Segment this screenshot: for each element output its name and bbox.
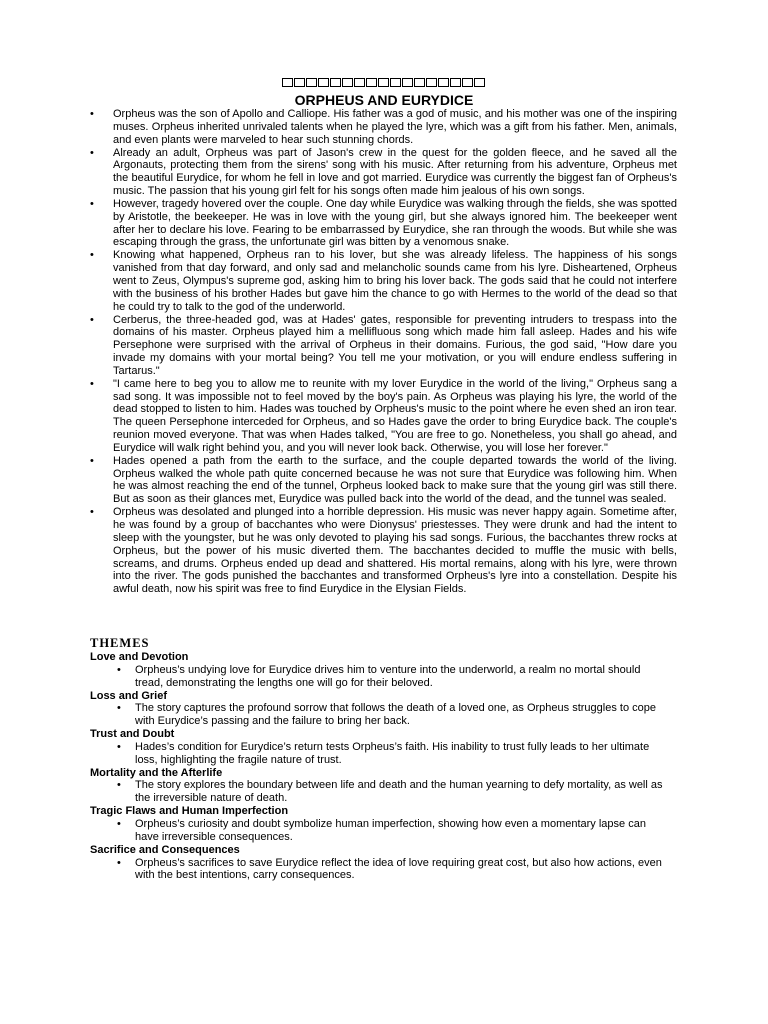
story-paragraph-text: However, tragedy hovered over the couple. One day while Eurydice was walking through the fields, she was spotted by Aristotle, the beekeeper. He was in love with the young girl, but she always ignored him. The beekeeper went after her to declare his love. Fearing to be embarrassed by Eurydice, she ran through the woods. But while she was escaping through the grass, the unfortunate girl was bitten by a venomous snake.: [113, 197, 677, 249]
missing-glyph-box: [474, 78, 485, 87]
story-paragraph: [90, 378, 677, 455]
missing-glyph-box: [402, 78, 413, 87]
missing-glyph-box: [294, 78, 305, 87]
missing-glyph-heading: [282, 78, 492, 90]
story-paragraph: [90, 455, 677, 506]
story-paragraph: [90, 147, 677, 198]
theme-description-text: Orpheus’s curiosity and doubt symbolize human imperfection, showing how even a momentary lapse can have irreversible consequences.: [135, 817, 646, 843]
missing-glyph-box: [366, 78, 377, 87]
theme-title: Trust and Doubt: [90, 728, 175, 741]
bullet-icon: •: [90, 197, 94, 210]
bullet-icon: •: [90, 454, 94, 467]
document-title: ORPHEUS AND EURYDICE: [294, 92, 474, 108]
story-paragraph-text: Orpheus was desolated and plunged into a horrible depression. His music was never happy again. Sometime after, he was found by a group of bacchantes who were Dionysus' priestesses. They were drunk and had the intent to sleep with the youngster, but he was only devoted to playing his sad songs. Furious, the bacchantes threw rocks at Orpheus, but the power of his music diverted them. The bacchantes decided to muffle the music with bells, screams, and drums. Orpheus ended up dead and shattered. His mortal remains, along with his lyre, were thrown into the river. The gods punished the bacchantes and transformed Orpheus's lyre into a constellation. Despite his awful death, now his spirit was free to find Eurydice in the Elysian Fields.: [113, 506, 677, 596]
story-paragraph: [90, 249, 677, 313]
theme-title: Sacrifice and Consequences: [90, 843, 240, 856]
theme-title: Loss and Grief: [90, 689, 168, 702]
missing-glyph-box: [318, 78, 329, 87]
theme-description: [90, 741, 665, 767]
story-paragraph-text: Orpheus was the son of Apollo and Calliope. His father was a god of music, and his mother was one of the inspiring muses. Orpheus inherited unrivaled talents when he played the lyre, which was a gift from his father. Men, animals, and even plants were marveled to hear such stunning chords.: [113, 108, 677, 146]
story-paragraph-text: Cerberus, the three-headed god, was at Hades' gates, responsible for preventing intruders to trespass into the domains of his master. Orpheus played him a mellifluous song which made him fall asleep. Hades and his wife Persephone were surprised with the arrival of Orpheus in their domains. Furious, the god said, "How dare you invade my domains with your mortal being? You tell me your motivation, or you will endure endless suffering in Tartarus.": [113, 313, 677, 377]
theme-title: Love and Devotion: [90, 651, 189, 663]
theme-description: [90, 702, 665, 728]
theme-title: Tragic Flaws and Human Imperfection: [90, 805, 289, 818]
missing-glyph-box: [414, 78, 425, 87]
missing-glyph-box: [354, 78, 365, 87]
bullet-icon: •: [90, 506, 94, 519]
themes-list: [90, 651, 680, 882]
bullet-icon: •: [90, 249, 94, 262]
theme-description-text: Orpheus’s undying love for Eurydice drives him to venture into the underworld, a realm no mortal should tread, demonstrating the lengths one will go for their beloved.: [135, 663, 641, 689]
story-paragraph-text: Hades opened a path from the earth to the surface, and the couple departed towards the world of the living. Orpheus walked the whole path quite concerned because he was not sure that Eurydice was following him. When he was almost reaching the end of the tunnel, Orpheus looked back to make sure that the young girl was still there. But as soon as their glances met, Eurydice was pulled back into the world of the dead, and the tunnel was sealed.: [113, 454, 677, 506]
bullet-icon: •: [90, 313, 94, 326]
missing-glyph-box: [450, 78, 461, 87]
missing-glyph-box: [426, 78, 437, 87]
story-paragraph-text: "I came here to beg you to allow me to reunite with my lover Eurydice in the world of the living," Orpheus sang a sad song. It was impossible not to feel moved by the boy's pain. As Orpheus was playing his lyre, the world of the dead stopped to listen to him. Hades was touched by Orpheus's music to the point where he even shed an iron tear. The queen Persephone interceded for Orpheus, and so Hades gave the order to bring Eurydice back. The couple's reunion moved everyone. That was when Hades talked, "You are free to go. Nonetheless, you shall go ahead, and Eurydice will walk right behind you, and you will never look back. Otherwise, you will lose her forever.": [113, 377, 677, 454]
theme-description: [90, 857, 665, 883]
theme-description-text: The story explores the boundary between life and death and the human yearning to defy mortality, as well as the irreversible nature of death.: [135, 779, 663, 805]
bullet-icon: •: [117, 779, 121, 792]
theme-title: Mortality and the Afterlife: [90, 766, 223, 779]
story-paragraph: [90, 506, 677, 596]
missing-glyph-box: [330, 78, 341, 87]
theme-description: [90, 664, 665, 690]
missing-glyph-box: [390, 78, 401, 87]
story-paragraph-text: Already an adult, Orpheus was part of Jason's crew in the quest for the golden fleece, and he saved all the Argonauts, protecting them from the sirens' song with his music. After returning from his adventure, Orpheus met the beautiful Eurydice, for whom he fell in love and got married. Eurydice was currently the biggest fan of Orpheus's music. The passion that his young girl felt for his songs often made him jealous of his own songs.: [113, 146, 677, 198]
story-paragraph: [90, 198, 677, 249]
bullet-icon: •: [117, 702, 121, 715]
bullet-icon: •: [90, 377, 94, 390]
missing-glyph-box: [342, 78, 353, 87]
bullet-icon: •: [90, 108, 94, 120]
story-bullet-list: [90, 108, 677, 596]
story-paragraph-text: Knowing what happened, Orpheus ran to his lover, but she was already lifeless. The happiness of his songs vanished from that day forward, and only sad and melancholic sounds came from his lyre. Disheartened, Orpheus went to Zeus, Olympus's supreme god, asking him to bring his lover back. The gods said that he could not interfere with the business of his brother Hades but gave him the chance to go with Hermes to the world of the dead so that he could try to talk to the god of the underworld.: [113, 249, 677, 313]
bullet-icon: •: [90, 146, 94, 159]
theme-description-text: Orpheus’s sacrifices to save Eurydice reflect the idea of love requiring great cost, but also how actions, even with the best intentions, carry consequences.: [135, 856, 662, 882]
missing-glyph-box: [438, 78, 449, 87]
theme-description: [90, 818, 665, 844]
missing-glyph-box: [378, 78, 389, 87]
bullet-icon: •: [117, 856, 121, 869]
theme-description-text: The story captures the profound sorrow that follows the death of a loved one, as Orpheus struggles to cope with Eurydice’s passing and the failure to bring her back.: [135, 702, 656, 728]
missing-glyph-box: [462, 78, 473, 87]
bullet-icon: •: [117, 663, 121, 676]
story-paragraph: [90, 314, 677, 378]
bullet-icon: •: [117, 740, 121, 753]
theme-description-text: Hades’s condition for Eurydice’s return tests Orpheus’s faith. His inability to trust fully leads to her ultimate loss, highlighting the fragile nature of trust.: [135, 740, 650, 766]
themes-heading: THEMES: [90, 636, 150, 650]
theme-description: [90, 779, 665, 805]
bullet-icon: •: [117, 817, 121, 830]
missing-glyph-box: [282, 78, 293, 87]
story-paragraph: [90, 108, 677, 147]
missing-glyph-box: [306, 78, 317, 87]
